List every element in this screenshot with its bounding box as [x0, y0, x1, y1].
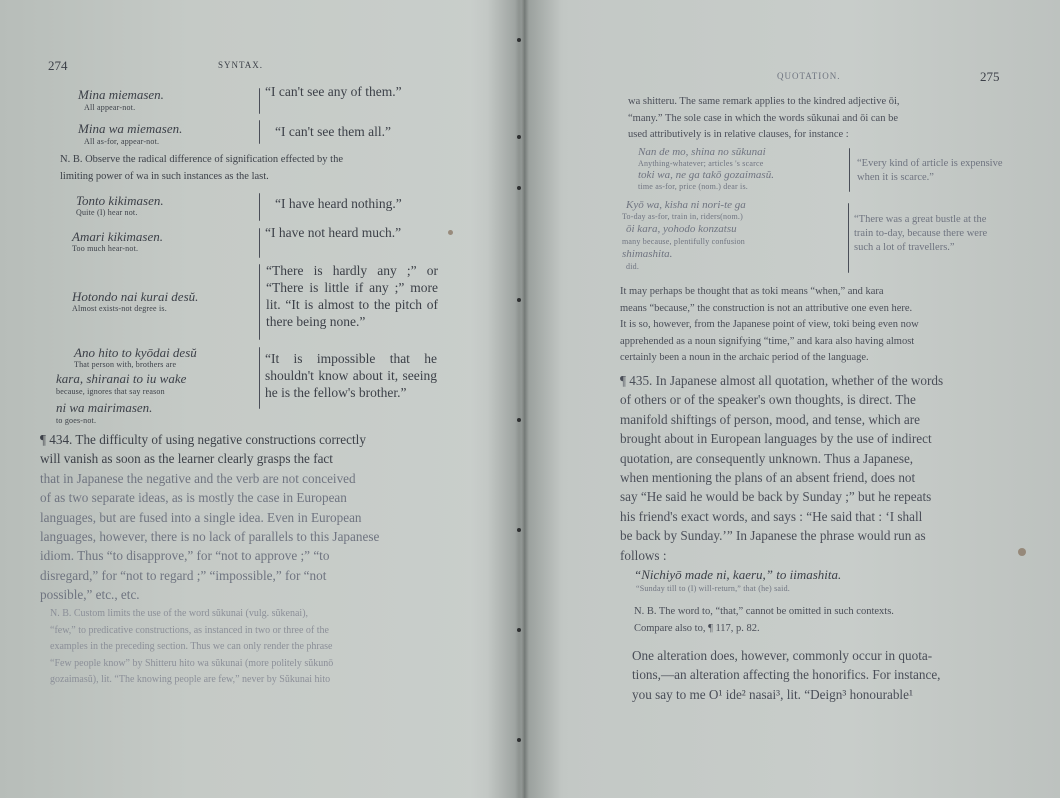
interlinear-gloss: did. — [626, 262, 640, 271]
paragraph-line: you say to me O¹ ide² nasai³, lit. “Deign³ honourable¹ — [632, 686, 913, 702]
running-head: QUOTATION. — [777, 71, 841, 81]
paragraph-line: his friend's exact words, and says : “He said that : ‘I shall — [620, 508, 923, 524]
running-head: SYNTAX. — [218, 60, 264, 70]
paragraph-line: disregard,” for “not to regard ;” “impossible,” for “not — [40, 567, 327, 583]
text-line: wa shitteru. The same remark applies to the kindred adjective ōi, — [628, 96, 900, 107]
page-number: 274 — [48, 58, 68, 73]
japanese-phrase: toki wa, ne ga takō gozaimasŭ. — [638, 169, 774, 181]
english-translation: “Every kind of article is expensive when it is scarce.” — [857, 158, 1003, 183]
japanese-phrase: ni wa mairimasen. — [56, 400, 153, 415]
paragraph — [632, 646, 1014, 704]
note-line: “Few people know” by Shitteru hito wa sŭkunai (more politely sŭkunō — [50, 657, 334, 669]
japanese-phrase: Hotondo nai kurai desŭ. — [72, 289, 199, 304]
section-434 — [40, 430, 438, 605]
interlinear-gloss: Quite (I) hear not. — [76, 208, 138, 217]
note-line: N. B. Observe the radical difference of signification effected by the — [60, 154, 343, 165]
paragraph-line: idiom. Thus “to disapprove,” for “not to approve ;” “to — [40, 548, 330, 564]
interlinear-gloss: All as-for, appear-not. — [84, 137, 160, 146]
brace — [259, 228, 260, 258]
paragraph-line: ¶ 434. The difficulty of using negative constructions correctly — [40, 432, 366, 447]
page-number: 275 — [980, 69, 1000, 84]
japanese-phrase: Nan de mo, shina no sŭkunai — [638, 146, 766, 158]
paragraph-line: be back by Sunday.’” In Japanese the phrase would run as — [620, 528, 926, 544]
section-435 — [620, 371, 1012, 565]
interlinear-gloss: “Sunday till to (I) will-return,” that (he) said. — [636, 584, 790, 593]
interlinear-gloss: time as-for, price (nom.) dear is. — [638, 182, 748, 191]
note-line: limiting power of wa in such instances as the last. — [60, 170, 269, 182]
interlinear-gloss: Too much hear-not. — [72, 244, 139, 253]
paragraph-line: that in Japanese the negative and the verb are not conceived — [40, 470, 356, 486]
japanese-phrase: Kyō wa, kisha ni nori-te ga — [626, 199, 746, 211]
interlinear-gloss: That person with, brothers are — [74, 360, 177, 369]
continued-text — [628, 94, 1008, 144]
note-line: It may perhaps be thought that as toki means “when,” and kara — [620, 286, 884, 297]
right-page — [522, 0, 1060, 798]
english-translation: “I have heard nothing.” — [275, 196, 402, 211]
japanese-phrase: “Nichiyō made ni, kaeru,” to iimashita. — [634, 567, 842, 582]
paragraph-line: brought about in European languages by the use of indirect — [620, 431, 932, 447]
paragraph-line: languages, but are fused into a single idea. Even in European — [40, 509, 362, 525]
note-line: certainly been a noun in the archaic period of the language. — [620, 352, 869, 364]
interlinear-gloss: Almost exists-not degree is. — [72, 304, 167, 313]
japanese-phrase: Mina wa miemasen. — [78, 121, 183, 136]
paragraph-line: possible,” etc., etc. — [40, 587, 140, 603]
brace — [259, 88, 260, 114]
paragraph-line: ¶ 435. In Japanese almost all quotation, whether of the words — [620, 373, 944, 388]
paragraph-line: say “He said he would be back by Sunday ;” but he repeats — [620, 489, 932, 505]
brace — [259, 120, 260, 144]
english-translation: “I have not heard much.” — [265, 225, 402, 240]
note-line: apprehended as a noun signifying “time,” and kara also having almost — [620, 335, 915, 347]
note-line: N. B. The word to, “that,” cannot be omitted in such contexts. — [634, 606, 894, 617]
interlinear-gloss: many because, plentifully confusion — [622, 237, 745, 246]
note-line: examples in the preceding section. Thus we can only render the phrase — [50, 641, 333, 653]
paragraph-line: of as two separate ideas, as is mostly the case in European — [40, 490, 347, 506]
japanese-phrase: ōi kara, yohodo konzatsu — [626, 223, 737, 235]
paragraph-line: of others or of the speaker's own thoughts, is direct. The — [620, 392, 916, 408]
note-line: means “because,” the construction is not an attributive one even here. — [620, 302, 913, 314]
interlinear-gloss: Anything-whatever; articles 's scarce — [638, 159, 764, 168]
paragraph-line: One alteration does, however, commonly occur in quota- — [632, 648, 933, 663]
text-line: “many.” The sole case in which the words sŭkunai and ōi can be — [628, 112, 899, 124]
note-line: N. B. Custom limits the use of the word sŭkunai (vulg. sŭkenai), — [50, 608, 309, 619]
brace — [849, 148, 850, 192]
english-translation: “I can't see them all.” — [275, 124, 391, 139]
japanese-phrase: Amari kikimasen. — [72, 229, 163, 244]
left-page — [0, 0, 518, 798]
explanatory-note — [620, 284, 1010, 367]
note-line: It is so, however, from the Japanese point of view, toki being even now — [620, 319, 919, 331]
english-translation: “It is impossible that he shouldn't know about it, seeing he is the fellow's brother.” — [265, 351, 437, 400]
paragraph-line: tions,—an alteration affecting the honorifics. For instance, — [632, 667, 941, 683]
japanese-phrase: Mina miemasen. — [78, 87, 164, 102]
paragraph-line: manifold shiftings of person, mood, and tense, which are — [620, 411, 920, 427]
brace — [259, 264, 260, 340]
note-line: gozaimasŭ), lit. “The knowing people are few,” never by Sŭkunai hito — [50, 674, 331, 686]
brace — [259, 347, 260, 409]
note-line: Compare also to, ¶ 117, p. 82. — [634, 622, 760, 634]
paragraph-line: languages, however, there is no lack of parallels to this Japanese — [40, 529, 380, 545]
interlinear-gloss: To-day as-for, train in, riders(nom.) — [622, 212, 743, 221]
nb-note — [60, 152, 438, 185]
english-translation: “I can't see any of them.” — [265, 84, 402, 99]
nb-note — [50, 606, 436, 689]
paragraph-line: will vanish as soon as the learner clearly grasps the fact — [40, 451, 333, 467]
brace — [848, 203, 849, 273]
paragraph-line: when mentioning the plans of an absent friend, does not — [620, 470, 916, 486]
interlinear-gloss: to goes-not. — [56, 416, 97, 425]
interlinear-gloss: All appear-not. — [84, 103, 136, 112]
paragraph-line: quotation, are consequently unknown. Thus a Japanese, — [620, 450, 914, 466]
note-line: “few,” to predicative constructions, as instanced in two or three of the — [50, 624, 329, 636]
japanese-phrase: shimashita. — [622, 248, 673, 260]
paragraph-line: follows : — [620, 547, 667, 563]
japanese-phrase: kara, shiranai to iu wake — [56, 371, 187, 386]
japanese-phrase: Tonto kikimasen. — [76, 193, 164, 208]
brace — [259, 193, 260, 221]
english-translation: “There is hardly any ;” or “There is little if any ;” more lit. “It is almost to the pitch of there being none.” — [266, 263, 438, 329]
nb-note — [634, 604, 1010, 637]
english-translation: “There was a great bustle at the train to-day, because there were such a lot of travellers.” — [854, 214, 988, 253]
interlinear-gloss: because, ignores that say reason — [56, 387, 165, 396]
text-line: used attributively is in relative clauses, for instance : — [628, 129, 849, 141]
japanese-phrase: Ano hito to kyōdai desŭ — [74, 345, 197, 360]
